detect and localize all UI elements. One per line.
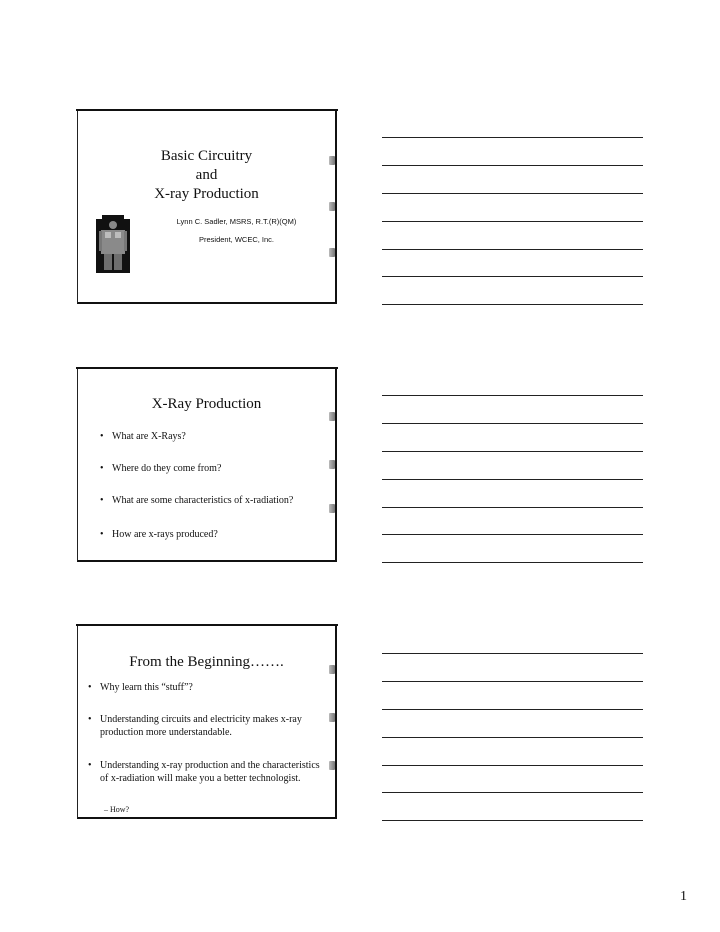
slide-2-title: X-Ray Production [151,396,262,412]
bullet-item: • Where do they come from? [100,463,222,474]
bullet-item: • Understanding circuits and electricity makes x-ray production more understandable. [88,714,302,738]
slide-1-edge-tabs [329,110,337,304]
bullet-item: • Why learn this “stuff”? [88,682,193,693]
bullet-item: • What are some characteristics of x-radiation? [100,495,294,506]
author-position: President, WCEC, Inc. [198,235,275,244]
bullet-item: • How are x-rays produced? [100,529,218,540]
slide-3-title: From the Beginning……. [129,654,284,670]
slide-2 [77,368,337,562]
slide-1 [77,110,337,304]
author-name: Lynn C. Sadler, MSRS, R.T.(R)(QM) [176,217,297,226]
bullet-item: • What are X-Rays? [100,431,186,442]
title-line: X-ray Production [154,186,259,202]
title-line: Basic Circuitry [160,148,253,164]
slide-2-edge-tabs [329,368,337,562]
slide-1-title [78,147,335,204]
slide-3 [77,625,337,819]
sub-bullet-item: – How? [104,805,130,814]
page-number: 1 [680,889,687,904]
bullet-item: • Understanding x-ray production and the characteristics of x-radiation will make you a better technologist. [88,760,320,784]
title-line: and [195,167,218,183]
slide-3-edge-tabs [329,625,337,819]
presenter-clipart-icon [96,215,130,273]
